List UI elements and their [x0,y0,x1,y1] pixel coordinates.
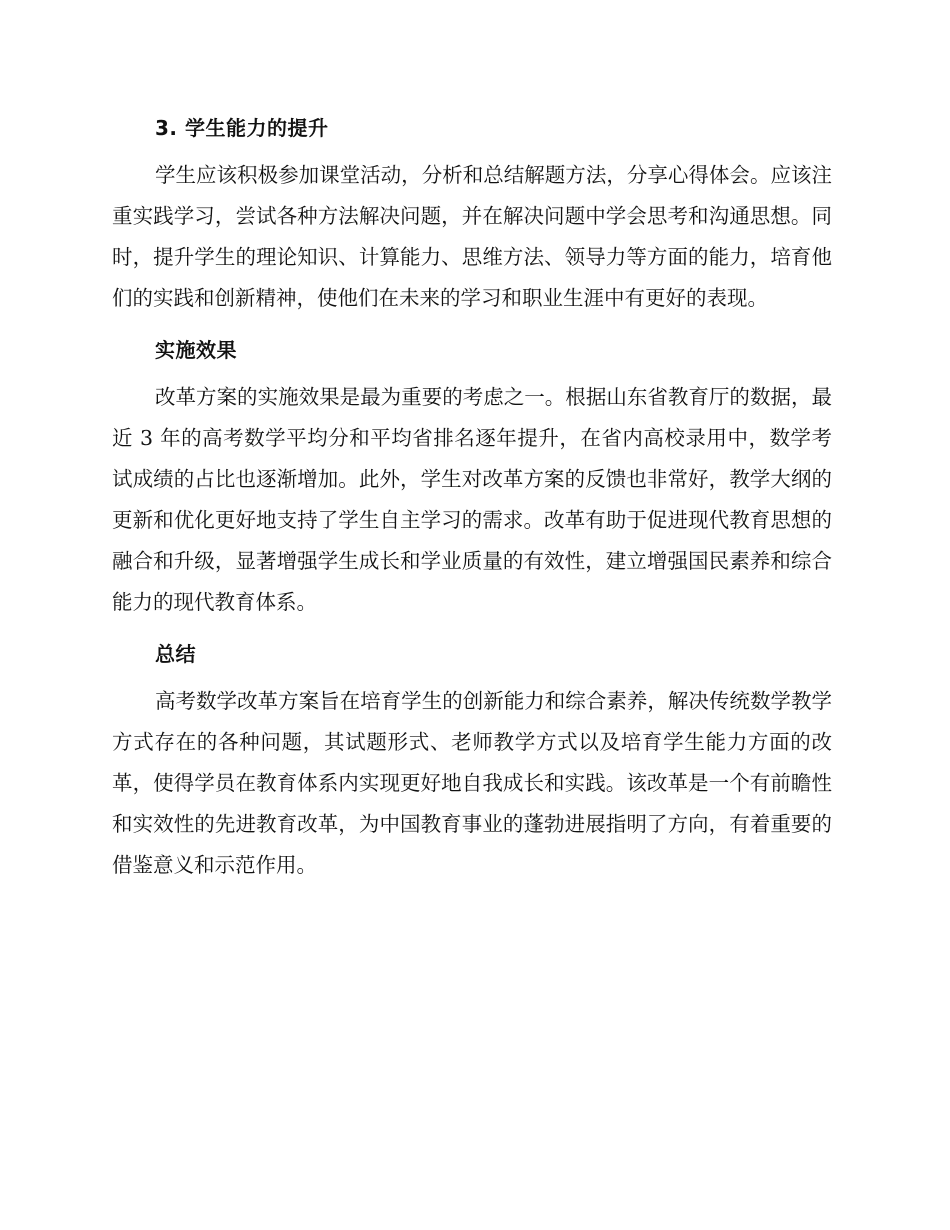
section-heading-summary: 总结 [155,642,196,666]
document-body [112,108,832,897]
section-paragraph-summary: 高考数学改革方案旨在培育学生的创新能力和综合素养，解决传统数学教学方式存在的各种问题，其试题形式、老师教学方式以及培育学生能力方面的改革，使得学员在教育体系内实现更好地自我成长和实践。该改革是一个有前瞻性和实效性的先进教育改革，为中国教育事业的蓬勃进展指明了方向，有着重要的借鉴意义和示范作用。 [112,689,832,877]
section-heading-student-ability: 3. 学生能力的提升 [155,116,329,140]
section-paragraph-student-ability: 学生应该积极参加课堂活动，分析和总结解题方法，分享心得体会。应该注重实践学习，尝试各种方法解决问题，并在解决问题中学会思考和沟通思想。同时，提升学生的理论知识、计算能力、思维方法、领导力等方面的能力，培育他们的实践和创新精神，使他们在未来的学习和职业生涯中有更好的表现。 [112,163,832,310]
section-paragraph-implementation-effect: 改革方案的实施效果是最为重要的考虑之一。根据山东省教育厅的数据，最近 3 年的高考数学平均分和平均省排名逐年提升，在省内高校录用中，数学考试成绩的占比也逐渐增加。此外，学生对改革方案的反馈也非常好，教学大纲的更新和优化更好地支持了学生自主学习的需求。改革有助于促进现代教育思想的融合和升级，显著增强学生成长和学业质量的有效性，建立增强国民素养和综合能力的现代教育体系。 [112,385,832,614]
section-heading-implementation-effect: 实施效果 [155,338,237,362]
